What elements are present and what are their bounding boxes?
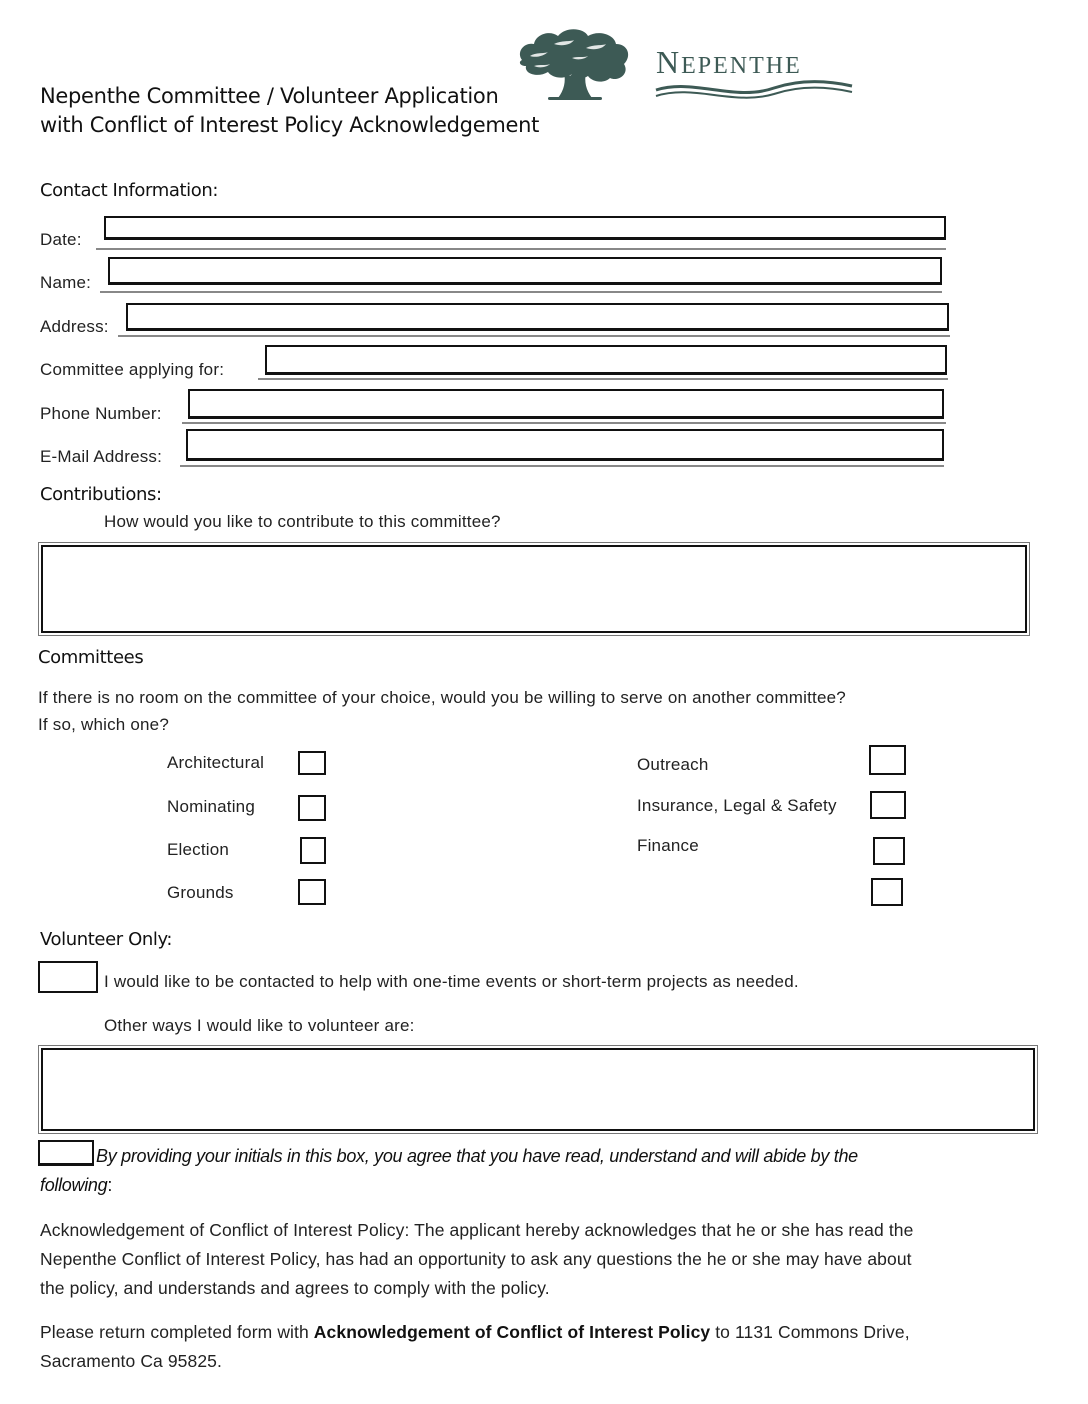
volunteer-heading: Volunteer Only: [40, 929, 173, 950]
committee-applying-label: Committee applying for: [40, 360, 225, 379]
policy-paragraph: Acknowledgement of Conflict of Interest Policy: The applicant hereby acknowledges that he or she has read the Nepenthe Conflict of Interest Policy, has had an opportunity to ask any questions the he or she may have about the policy, and understands and agrees to comply with the policy. [40, 1220, 914, 1298]
return-instructions: Please return completed form with Acknowledgement of Conflict of Interest Policy to 1131 Commons Drive, Sacramento Ca 95825. [40, 1322, 910, 1371]
architectural-label: Architectural [167, 753, 265, 772]
email-row [40, 437, 950, 467]
email-label: E-Mail Address: [40, 447, 163, 466]
nominating-checkbox[interactable] [298, 795, 326, 821]
name-label: Name: [40, 273, 92, 292]
email-field[interactable] [186, 429, 944, 461]
contributions-question: How would you like to contribute to this committee? [104, 512, 501, 531]
agreement-statement-line2: following: [40, 1175, 113, 1195]
election-label: Election [167, 840, 230, 859]
nepenthe-logo [514, 22, 854, 104]
date-row [40, 220, 950, 250]
phone-field[interactable] [188, 389, 944, 419]
finance-label: Finance [637, 836, 699, 855]
insurance-legal-safety-checkbox[interactable] [870, 791, 906, 819]
grounds-label: Grounds [167, 883, 234, 902]
policy-name-bold: Acknowledgement of Conflict of Interest Policy [313, 1322, 711, 1342]
outreach-label: Outreach [637, 755, 709, 774]
phone-underline [182, 422, 946, 424]
other-ways-label: Other ways I would like to volunteer are: [104, 1016, 415, 1035]
election-checkbox[interactable] [300, 837, 326, 864]
architectural-checkbox[interactable] [298, 751, 326, 775]
address-label: Address: [40, 317, 109, 336]
contributions-textarea[interactable] [41, 545, 1027, 633]
phone-row [40, 394, 950, 424]
tree-icon [514, 22, 634, 104]
date-underline [96, 248, 946, 250]
contact-heading: Contact Information: [40, 180, 219, 201]
name-underline [100, 291, 942, 293]
address-underline [118, 335, 950, 337]
phone-label: Phone Number: [40, 404, 162, 423]
date-label: Date: [40, 230, 82, 249]
agreement-statement-line1: By providing your initials in this box, you agree that you have read, understand and will abide by the [96, 1146, 858, 1166]
committees-heading: Committees [38, 647, 144, 668]
contributions-heading: Contributions: [40, 484, 162, 505]
nominating-label: Nominating [167, 797, 255, 816]
form-title-line1: Nepenthe Committee / Volunteer Application [40, 84, 499, 108]
name-row [40, 263, 950, 293]
insurance-legal-safety-label: Insurance, Legal & Safety [637, 796, 837, 815]
committee-applying-field[interactable] [265, 345, 947, 375]
form-title-line2: with Conflict of Interest Policy Acknowledgement [40, 113, 540, 137]
form-title [40, 82, 539, 140]
wave-icon [654, 76, 854, 102]
address-field[interactable] [126, 303, 949, 331]
volunteer-contact-checkbox[interactable] [38, 961, 98, 993]
committees-question-line1: If there is no room on the committee of your choice, would you be willing to serve on another committee? [38, 688, 846, 707]
email-underline [180, 465, 944, 467]
finance-checkbox[interactable] [873, 837, 905, 865]
unlabeled-committee-checkbox[interactable] [871, 878, 903, 906]
address-row [40, 307, 950, 337]
initials-box[interactable] [38, 1140, 94, 1166]
volunteer-contact-label: I would like to be contacted to help with one-time events or short-term projects as needed. [104, 972, 799, 991]
grounds-checkbox[interactable] [298, 879, 326, 905]
other-ways-textarea[interactable] [41, 1048, 1035, 1131]
logo-wordmark: NEPENTHE [656, 44, 802, 80]
committee-applying-row [40, 350, 950, 380]
name-field[interactable] [108, 257, 942, 285]
committee-applying-underline [258, 378, 948, 380]
committees-question-line2: If so, which one? [38, 715, 169, 734]
outreach-checkbox[interactable] [869, 745, 906, 775]
date-field[interactable] [104, 216, 946, 240]
